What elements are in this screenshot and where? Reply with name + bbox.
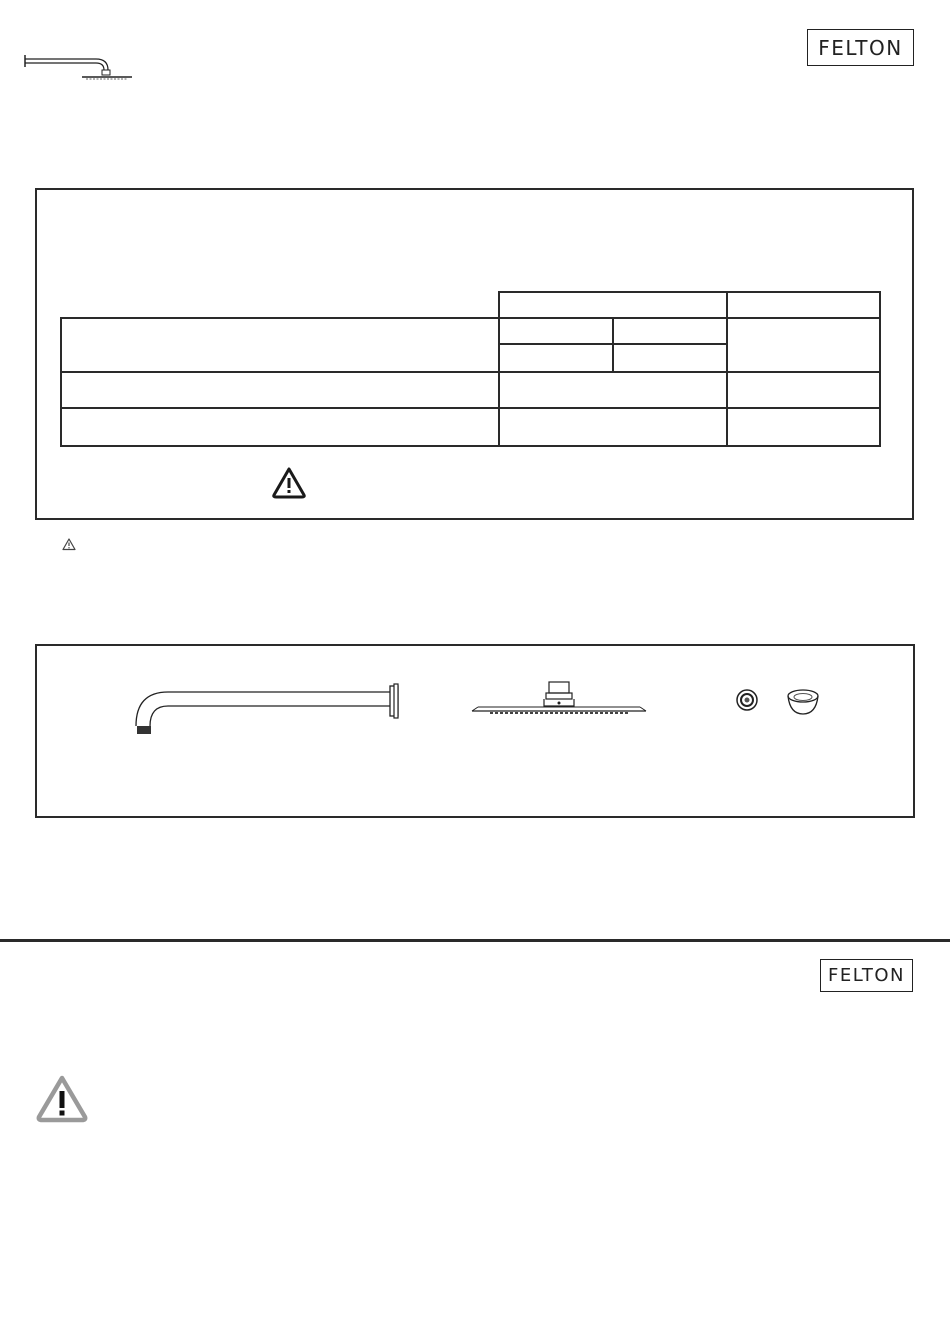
brand-logo-page-2: [820, 959, 913, 992]
table-cell: [498, 343, 614, 373]
table-cell: [498, 407, 728, 447]
small-warning-icon: [62, 538, 76, 551]
table-header-cell-2: [726, 291, 881, 319]
brand-logo-text: FELTON: [828, 965, 905, 986]
table-cell: [498, 371, 728, 409]
table-cell: [726, 317, 881, 373]
large-warning-triangle-icon: [35, 1074, 89, 1124]
table-row-label-cell: [60, 317, 500, 373]
table-cell: [498, 317, 614, 345]
table-row-label-cell: [60, 407, 500, 447]
page-divider: [0, 939, 950, 942]
table-header-cell-1: [498, 291, 728, 319]
shower-rose-icon: [470, 680, 648, 718]
fittings-icon: [734, 686, 830, 720]
table-row-label-cell: [60, 371, 500, 409]
shower-arm-with-rose-icon: [20, 52, 135, 84]
brand-logo-text: FELTON: [818, 35, 903, 60]
table-cell: [612, 343, 728, 373]
table-cell: [726, 407, 881, 447]
warning-triangle-icon: [271, 466, 307, 500]
shower-arm-icon: [132, 682, 404, 738]
brand-logo: [807, 29, 914, 66]
table-cell: [726, 371, 881, 409]
table-cell: [612, 317, 728, 345]
